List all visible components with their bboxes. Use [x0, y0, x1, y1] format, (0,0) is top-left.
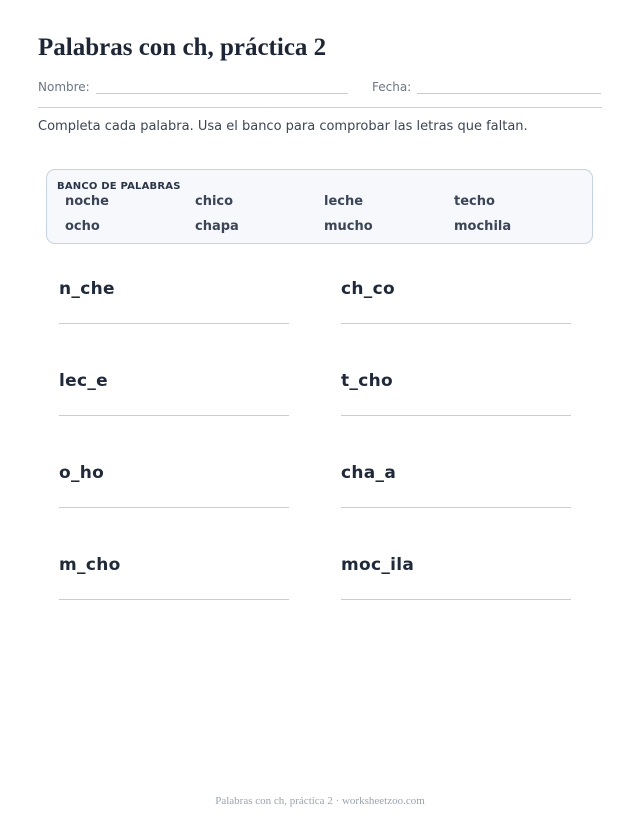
exercise-prompt: m_cho	[59, 555, 121, 575]
answer-line[interactable]	[341, 323, 571, 324]
word-bank-word: ocho	[65, 219, 100, 234]
name-label: Nombre:	[38, 80, 90, 94]
name-write-line[interactable]	[96, 81, 348, 94]
word-bank-word: leche	[324, 194, 364, 209]
exercise-prompt: lec_e	[59, 371, 108, 391]
word-bank	[46, 169, 593, 244]
word-bank-word: mochila	[454, 219, 512, 234]
word-bank-word: mucho	[324, 219, 373, 234]
page-title: Palabras con ch, práctica 2	[38, 34, 327, 61]
name-field	[38, 80, 348, 94]
exercise-prompt: cha_a	[341, 463, 397, 483]
answer-line[interactable]	[341, 507, 571, 508]
exercise-prompt: t_cho	[341, 371, 393, 391]
date-write-line[interactable]	[417, 81, 601, 94]
date-label: Fecha:	[372, 80, 412, 94]
word-bank-word: techo	[454, 194, 495, 209]
word-bank-title: BANCO DE PALABRAS	[57, 181, 181, 192]
word-bank-word: chapa	[195, 219, 239, 234]
answer-line[interactable]	[59, 323, 289, 324]
page-footer: Palabras con ch, práctica 2 · worksheetzoo.com	[215, 795, 425, 807]
word-bank-word: chico	[195, 194, 234, 209]
answer-line[interactable]	[59, 507, 289, 508]
instructions: Completa cada palabra. Usa el banco para comprobar las letras que faltan.	[38, 119, 528, 134]
word-bank-word: noche	[65, 194, 109, 209]
exercise-prompt: ch_co	[341, 279, 395, 299]
answer-line[interactable]	[341, 415, 571, 416]
date-field	[372, 80, 601, 94]
exercise-prompt: n_che	[59, 279, 115, 299]
answer-line[interactable]	[341, 599, 571, 600]
exercise-prompt: moc_ila	[341, 555, 415, 575]
answer-line[interactable]	[59, 599, 289, 600]
student-info-row	[38, 80, 602, 108]
answer-line[interactable]	[59, 415, 289, 416]
exercise-prompt: o_ho	[59, 463, 105, 483]
